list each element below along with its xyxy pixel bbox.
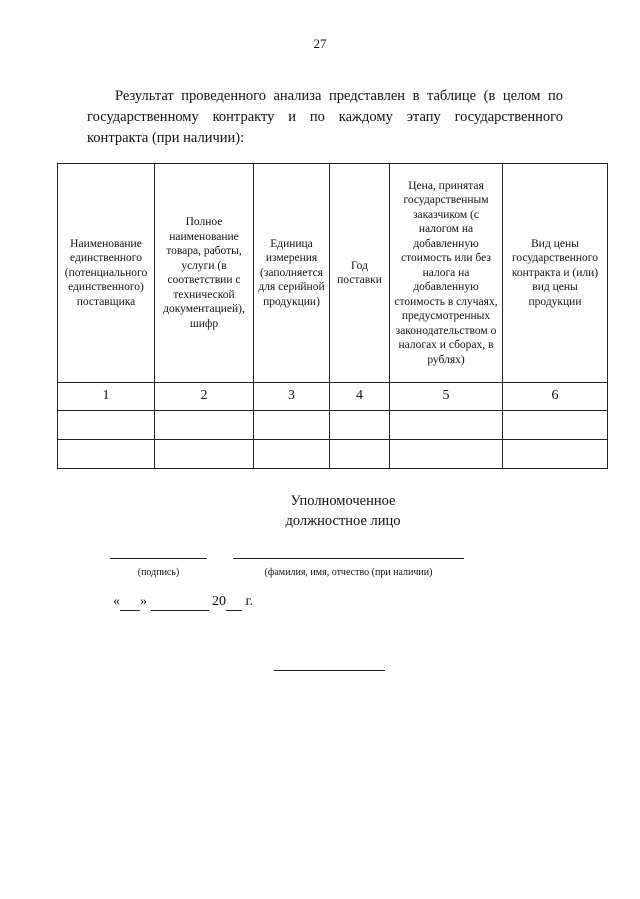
column-number: 1 <box>58 383 155 411</box>
header-price-type: Вид цены государственного контракта и (или) вид цены продукции <box>503 164 608 383</box>
intro-paragraph: Результат проведенного анализа представлен в таблице (в целом по государственному контракту и по каждому этапу государственного контракта (при наличии): <box>87 88 563 146</box>
column-number: 3 <box>254 383 330 411</box>
table-cell <box>155 440 254 469</box>
header-supplier: Наименование единственного (потенциального единственного) поставщика <box>58 164 155 383</box>
header-product-name: Полное наименование товара, работы, услуги (в соответствии с технической документацией), шифр <box>155 164 254 383</box>
name-line <box>233 558 464 559</box>
name-caption: (фамилия, имя, отчество (при наличии) <box>264 567 433 578</box>
table-cell <box>390 411 503 440</box>
table-row <box>58 440 608 469</box>
table-row <box>58 411 608 440</box>
table-cell <box>58 411 155 440</box>
day-blank <box>120 594 140 611</box>
table-cell <box>58 440 155 469</box>
date-field <box>113 594 253 611</box>
header-year: Год поставки <box>330 164 390 383</box>
signatory-heading <box>0 491 640 531</box>
month-blank <box>151 594 209 611</box>
signatory-heading-line: Уполномоченное <box>290 493 396 509</box>
table-cell <box>330 440 390 469</box>
column-number: 6 <box>503 383 608 411</box>
page-number: 27 <box>313 36 327 51</box>
table-cell <box>254 411 330 440</box>
signatory-heading-line: должностное лицо <box>285 513 401 529</box>
table-header-row <box>58 164 608 383</box>
column-number: 4 <box>330 383 390 411</box>
table-cell <box>503 440 608 469</box>
signature-caption: (подпись) <box>137 567 180 578</box>
year-prefix: 20 <box>212 594 226 609</box>
analysis-table <box>57 163 608 469</box>
column-number: 5 <box>390 383 503 411</box>
date-close-quote: » <box>140 594 147 609</box>
table-cell <box>155 411 254 440</box>
column-number: 2 <box>155 383 254 411</box>
year-blank <box>226 594 242 611</box>
table-cell <box>254 440 330 469</box>
table-cell <box>330 411 390 440</box>
year-suffix: г. <box>245 594 254 609</box>
header-price: Цена, принятая государственным заказчиком (с налогом на добавленную стоимость или без налога на добавленную стоимость в случаях, предусмотренных законодательством о налогах и сборах, в рублях) <box>390 164 503 383</box>
bottom-divider <box>274 670 385 671</box>
header-unit: Единица измерения (заполняется для серийной продукции) <box>254 164 330 383</box>
table-cell <box>390 440 503 469</box>
signature-line <box>110 558 207 559</box>
table-cell <box>503 411 608 440</box>
column-number-row <box>58 383 608 411</box>
date-open-quote: « <box>113 594 120 609</box>
